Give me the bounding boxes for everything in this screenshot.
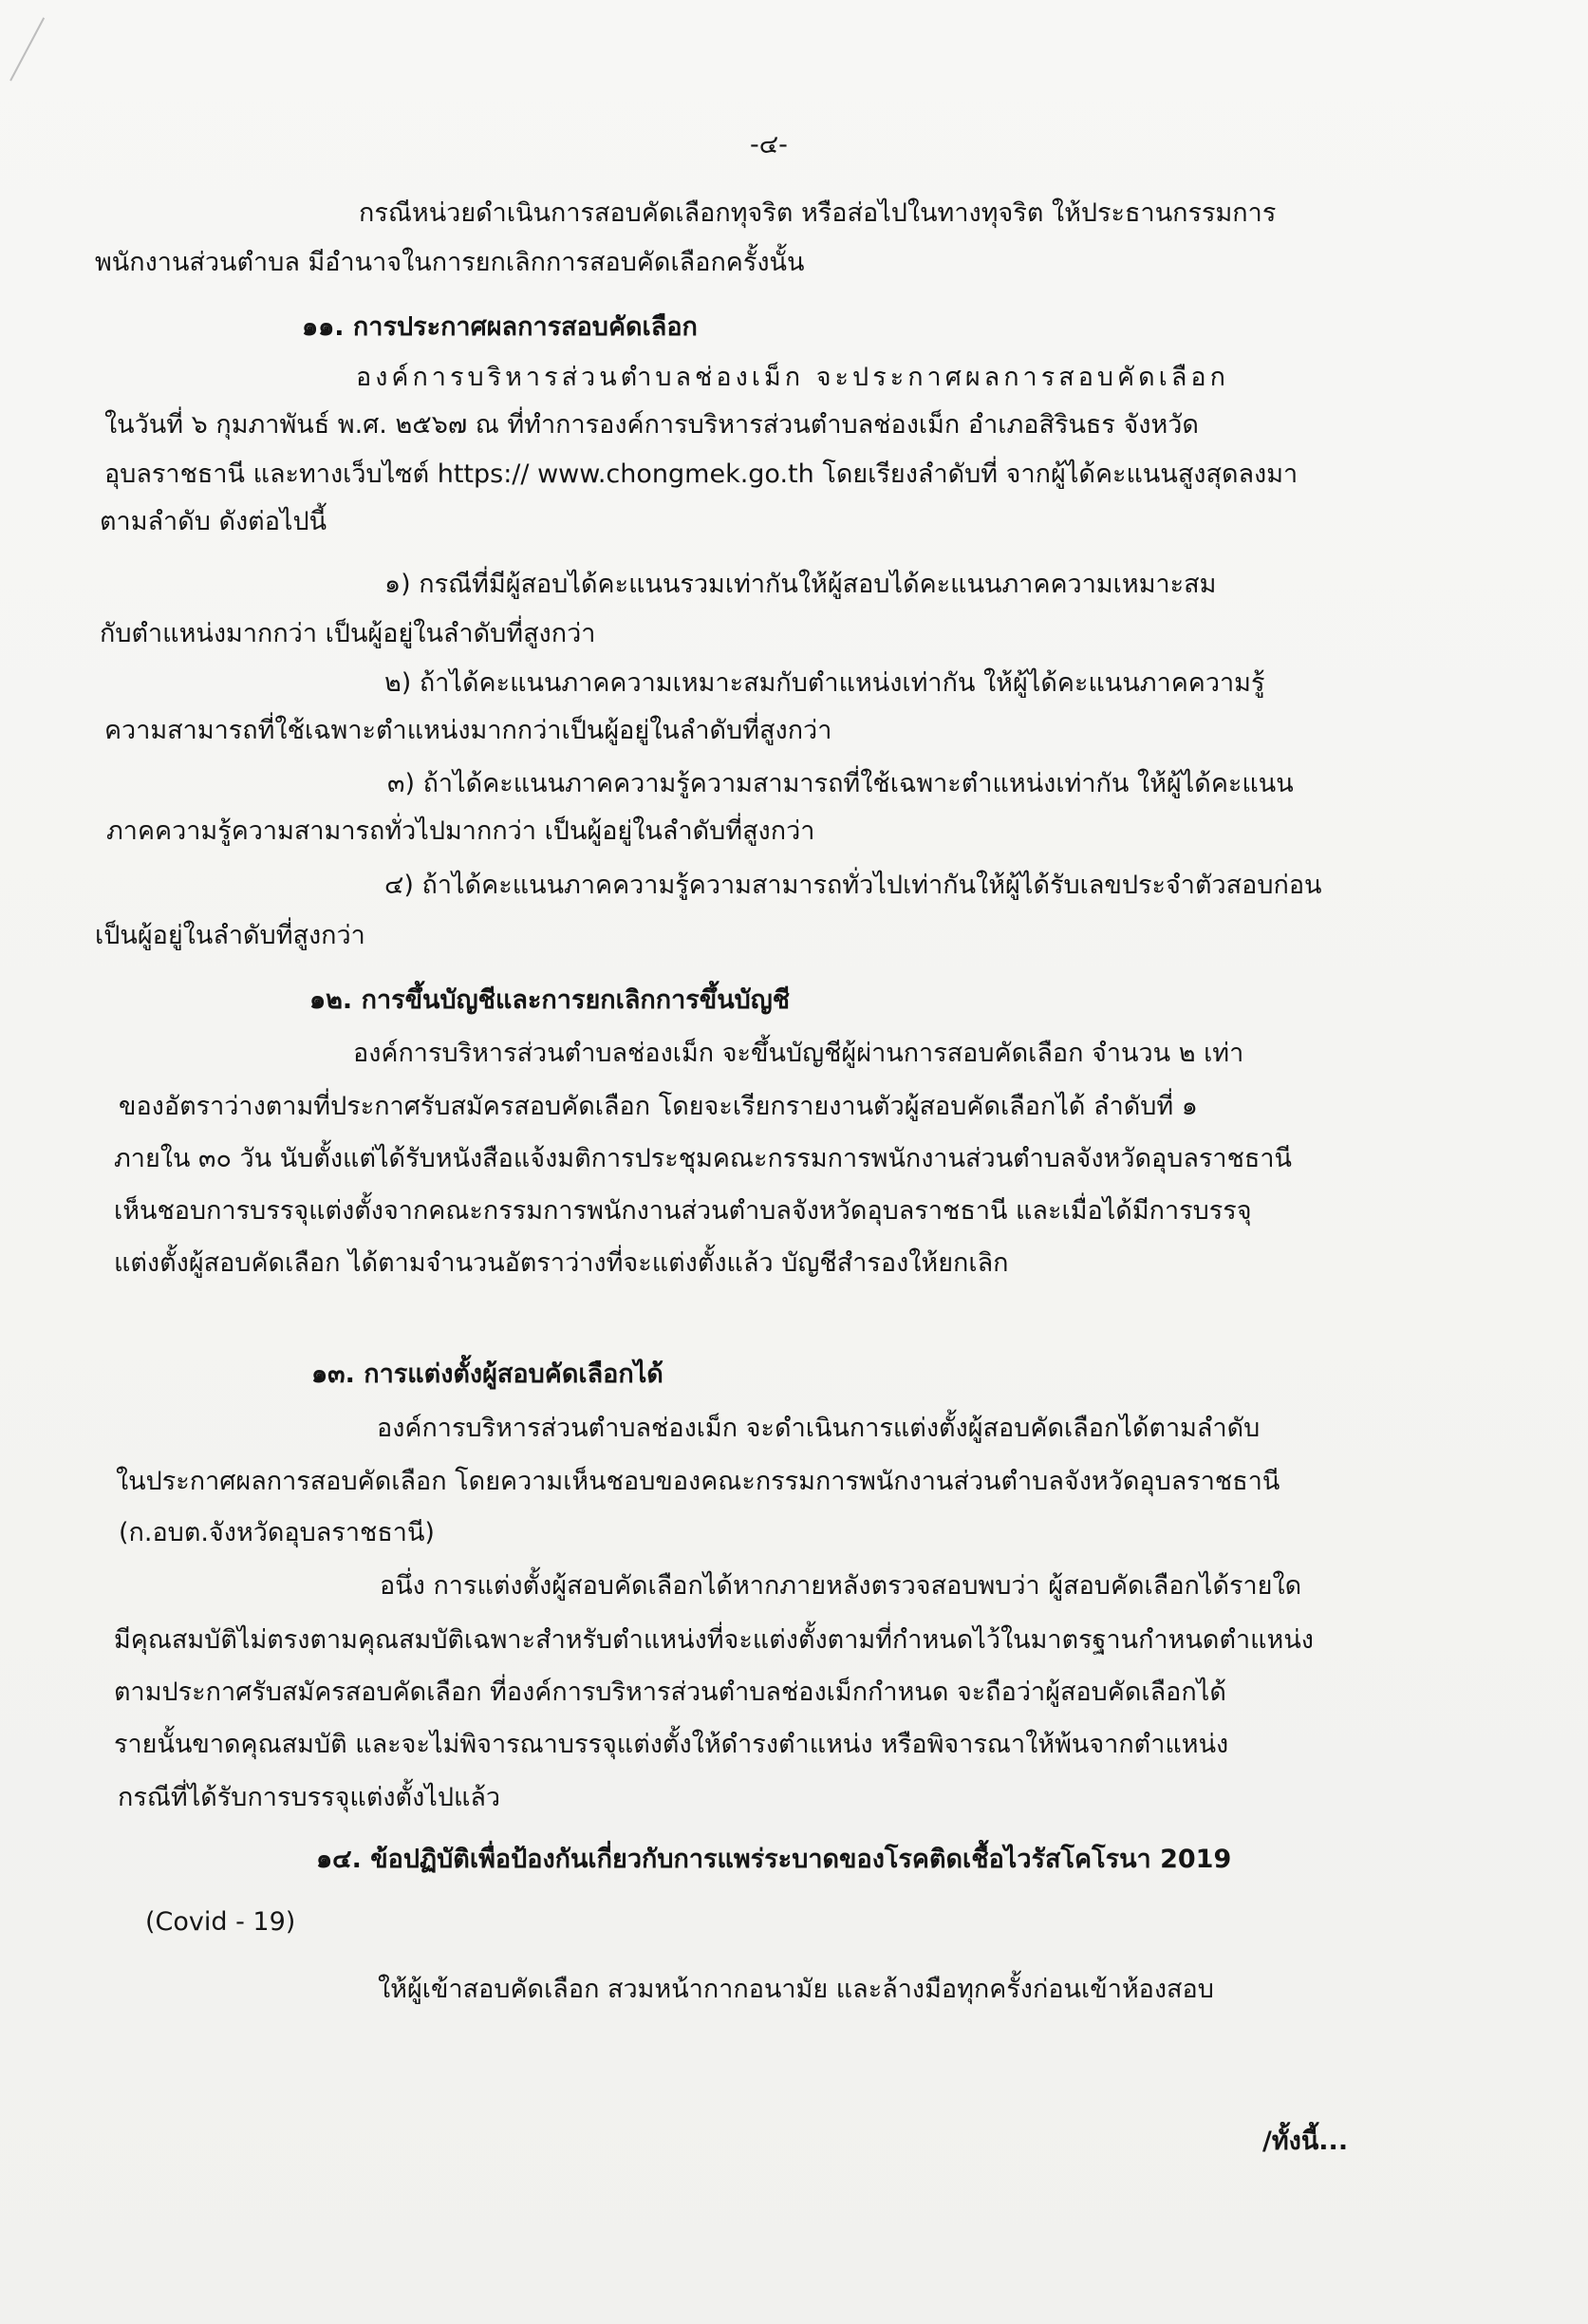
paragraph-line: อนึ่ง การแต่งตั้งผู้สอบคัดเลือกได้หากภายหลังตรวจสอบพบว่า ผู้สอบคัดเลือกได้รายใด [380,1571,1302,1601]
list-item-line: ๑) กรณีที่มีผู้สอบได้คะแนนรวมเท่ากันให้ผู้สอบได้คะแนนภาคความเหมาะสม [384,570,1217,599]
paragraph-line: องค์การบริหารส่วนตำบลช่องเม็ก จะประกาศผลการสอบคัดเลือก [356,363,1229,392]
paragraph-line: องค์การบริหารส่วนตำบลช่องเม็ก จะขึ้นบัญชีผู้ผ่านการสอบคัดเลือก จำนวน ๒ เท่า [353,1039,1244,1068]
list-item-line: ๓) ถ้าได้คะแนนภาคความรู้ความสามารถที่ใช้เฉพาะตำแหน่งเท่ากัน ให้ผู้ได้คะแนน [387,769,1294,798]
paragraph-line: ภายใน ๓๐ วัน นับตั้งแต่ได้รับหนังสือแจ้งมติการประชุมคณะกรรมการพนักงานส่วนตำบลจังหวัดอุบลราชธานี [114,1144,1293,1173]
paragraph-line: ความสามารถที่ใช้เฉพาะตำแหน่งมากกว่าเป็นผู้อยู่ในลำดับที่สูงกว่า [104,716,832,745]
section-heading-13: ๑๓. การแต่งตั้งผู้สอบคัดเลือกได้ [311,1359,663,1389]
paragraph-line: กับตำแหน่งมากกว่า เป็นผู้อยู่ในลำดับที่สูงกว่า [100,619,596,648]
paragraph-line: เป็นผู้อยู่ในลำดับที่สูงกว่า [95,921,365,950]
paragraph-line: (Covid - 19) [145,1907,296,1937]
section-heading-14: ๑๔. ข้อปฏิบัติเพื่อป้องกันเกี่ยวกับการแพร่ระบาดของโรคติดเชื้อไวรัสโคโรนา 2019 [316,1845,1232,1874]
page-number: -๔- [750,130,788,159]
paragraph-line: มีคุณสมบัติไม่ตรงตามคุณสมบัติเฉพาะสำหรับตำแหน่งที่จะแต่งตั้งตามที่กำหนดไว้ในมาตรฐานกำหนดตำแหน่ง [114,1625,1314,1655]
paragraph-line: เห็นชอบการบรรจุแต่งตั้งจากคณะกรรมการพนักงานส่วนตำบลจังหวัดอุบลราชธานี และเมื่อได้มีการบรรจุ [114,1196,1252,1226]
paragraph-line: ให้ผู้เข้าสอบคัดเลือก สวมหน้ากากอนามัย และล้างมือทุกครั้งก่อนเข้าห้องสอบ [378,1975,1214,2004]
continuation-note: /ทั้งนี้... [1262,2127,1349,2156]
paragraph-line: ตามประกาศรับสมัครสอบคัดเลือก ที่องค์การบริหารส่วนตำบลช่องเม็กกำหนด จะถือว่าผู้สอบคัดเลือกได้ [114,1677,1226,1707]
section-heading-11: ๑๑. การประกาศผลการสอบคัดเลือก [302,312,698,342]
paragraph-line: ของอัตราว่างตามที่ประกาศรับสมัครสอบคัดเลือก โดยจะเรียกรายงานตัวผู้สอบคัดเลือกได้ ลำดับที่ ๑ [119,1092,1198,1121]
paragraph-line: ตามลำดับ ดังต่อไปนี้ [100,507,327,536]
list-item-line: ๒) ถ้าได้คะแนนภาคความเหมาะสมกับตำแหน่งเท่ากัน ให้ผู้ได้คะแนนภาคความรู้ [384,668,1265,698]
paragraph-line: องค์การบริหารส่วนตำบลช่องเม็ก จะดำเนินการแต่งตั้งผู้สอบคัดเลือกได้ตามลำดับ [377,1414,1261,1443]
paragraph-line: (ก.อบต.จังหวัดอุบลราชธานี) [119,1518,435,1547]
paragraph-line: กรณีหน่วยดำเนินการสอบคัดเลือกทุจริต หรือส่อไปในทางทุจริต ให้ประธานกรรมการ [359,198,1277,228]
paragraph-line: รายนั้นขาดคุณสมบัติ และจะไม่พิจารณาบรรจุแต่งตั้งให้ดำรงตำแหน่ง หรือพิจารณาให้พ้นจากตำแหน่ง [114,1730,1229,1759]
paragraph-line: กรณีที่ได้รับการบรรจุแต่งตั้งไปแล้ว [118,1783,501,1812]
paragraph-line: ภาคความรู้ความสามารถทั่วไปมากกว่า เป็นผู้อยู่ในลำดับที่สูงกว่า [106,816,815,846]
list-item-line: ๔) ถ้าได้คะแนนภาคความรู้ความสามารถทั่วไปเท่ากันให้ผู้ได้รับเลขประจำตัวสอบก่อน [384,871,1322,900]
paragraph-line: ในวันที่ ๖ กุมภาพันธ์ พ.ศ. ๒๕๖๗ ณ ที่ทำการองค์การบริหารส่วนตำบลช่องเม็ก อำเภอสิรินธร จังหวัด [104,410,1199,440]
paragraph-line: พนักงานส่วนตำบล มีอำนาจในการยกเลิกการสอบคัดเลือกครั้งนั้น [95,248,805,277]
paragraph-line: ในประกาศผลการสอบคัดเลือก โดยความเห็นชอบของคณะกรรมการพนักงานส่วนตำบลจังหวัดอุบลราชธานี [116,1467,1280,1496]
paragraph-line: อุบลราชธานี และทางเว็บไซต์ https:// www.chongmek.go.th โดยเรียงลำดับที่ จากผู้ได้คะแนนสูงสุดลงมา [104,459,1298,489]
section-heading-12: ๑๒. การขึ้นบัญชีและการยกเลิกการขึ้นบัญชี [309,985,791,1015]
scan-edge-mark [0,0,45,81]
paragraph-line: แต่งตั้งผู้สอบคัดเลือก ได้ตามจำนวนอัตราว่างที่จะแต่งตั้งแล้ว บัญชีสำรองให้ยกเลิก [114,1248,1009,1278]
